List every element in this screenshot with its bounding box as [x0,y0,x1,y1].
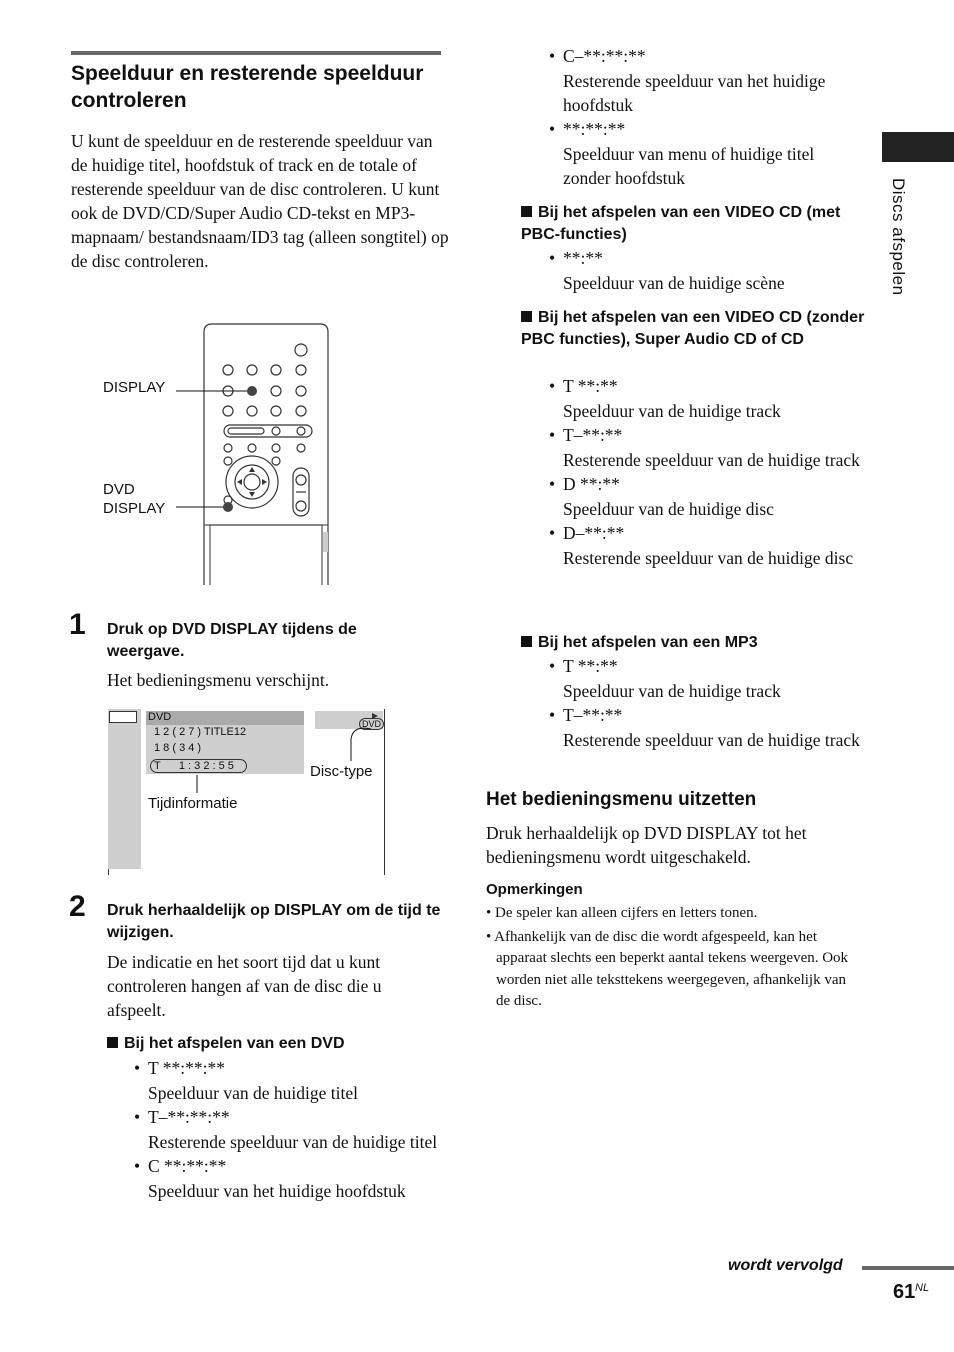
dvd-subheading: Bij het afspelen van een DVD [107,1033,447,1055]
list-item: • T–**:** Resterende speelduur van de huidige track [563,423,863,472]
step-2-text: De indicatie en het soort tijd dat u kunt controleren hangen af van de disc die u afspeelt. [107,952,382,1020]
mp3-time-list [563,654,863,752]
continued-label: wordt vervolgd [728,1257,843,1274]
list-item: • T–**:** Resterende speelduur van de huidige track [563,703,863,752]
osd-chapter-line: 1 8 ( 3 4 ) [154,742,202,754]
list-item: • **:**:** Speelduur van menu of huidige titel zonder hoofdstuk [563,117,863,190]
step-2-heading: Druk herhaaldelijk op DISPLAY om de tijd te wijzigen. [107,902,441,941]
notes-list [486,903,861,1015]
list-item: • D–**:** Resterende speelduur van de huidige disc [563,521,863,570]
menu-off-text: Druk herhaaldelijk op DVD DISPLAY tot het bedieningsmenu wordt uitgeschakeld. [486,823,807,867]
list-item: • T–**:**:** Resterende speelduur van de huidige titel [148,1105,448,1154]
continued-rule [862,1266,954,1270]
list-item: • C–**:**:** Resterende speelduur van het huidige hoofdstuk [563,44,863,117]
step-1-text: Het bedieningsmenu verschijnt. [107,670,330,690]
section-tab-marker [882,132,954,162]
vcd-pbc-time-list [563,246,863,295]
mp3-subheading: Bij het afspelen van een MP3 [521,632,866,654]
square-bullet-icon [521,311,532,322]
vcd-nopbc-subheading: Bij het afspelen van een VIDEO CD (zonder PBC functies), Super Audio CD of CD [521,309,865,348]
list-item: • T **:** Speelduur van de huidige track [563,654,863,703]
square-bullet-icon [107,1037,118,1048]
time-info-label: Tijdinformatie [148,795,238,812]
osd-disc-label: DVD [148,711,172,723]
osd-title-line: 1 2 ( 2 7 ) TITLE12 [154,726,247,738]
list-item: • T **:**:** Speelduur van de huidige titel [148,1056,448,1105]
list-item: • C **:**:** Speelduur van het huidige hoofdstuk [148,1154,448,1203]
intro-text: U kunt de speelduur en de resterende speelduur van de huidige titel, hoofdstuk of track en de totale of resterende speelduur van de disc controleren. U kunt ook de DVD/CD/Super Audio CD-tekst en MP3-mapnaam/ bestandsnaam/ID3 tag (alleen songtitel) op de disc controleren. [71,131,449,271]
display-label: DISPLAY [103,379,166,396]
step-1-number: 1 [69,608,86,641]
remote-control-illustration [170,320,340,590]
section-tab-label: Discs afspelen [889,178,908,296]
list-item: • T **:** Speelduur van de huidige track [563,374,863,423]
notes-heading: Opmerkingen [486,881,583,898]
dvd-label: DVD [103,481,135,498]
dvd-display-label: DISPLAY [103,500,166,517]
menu-off-heading: Het bedieningsmenu uitzetten [486,789,757,810]
vcd-pbc-subheading: Bij het afspelen van een VIDEO CD (met PBC-functies) [521,204,841,243]
section-rule [71,51,441,55]
note-item: • Afhankelijk van de disc die wordt afgespeeld, kan het apparaat slechts een beperkt aantal tekens weergeven. Ook worden niet alle teksttekens weergegeven, afhankelijk van de disc. [486,928,849,1009]
osd-callout-lines [108,709,385,875]
list-item: • **:** Speelduur van de huidige scène [563,246,863,295]
list-item: • D **:** Speelduur van de huidige disc [563,472,863,521]
step-1-heading: Druk op DVD DISPLAY tijdens de weergave. [107,621,357,660]
dvd-time-list [148,1056,448,1203]
page-number: 61 [893,1281,916,1303]
vcd-nopbc-time-list [563,374,863,570]
page-language: NL [915,1282,930,1294]
square-bullet-icon [521,206,532,217]
osd-screen-illustration [108,709,385,875]
osd-time-display: T 1 : 3 2 : 5 5 [150,759,247,773]
square-bullet-icon [521,636,532,647]
page-title: Speelduur en resterende speelduur controleren [71,62,424,112]
step-2-number: 2 [69,890,86,923]
dvd-time-list-continued [563,44,863,190]
disc-type-label: Disc-type [310,763,373,780]
osd-disc-badge: DVD [359,718,384,730]
note-item: • De speler kan alleen cijfers en letters tonen. [486,905,758,921]
